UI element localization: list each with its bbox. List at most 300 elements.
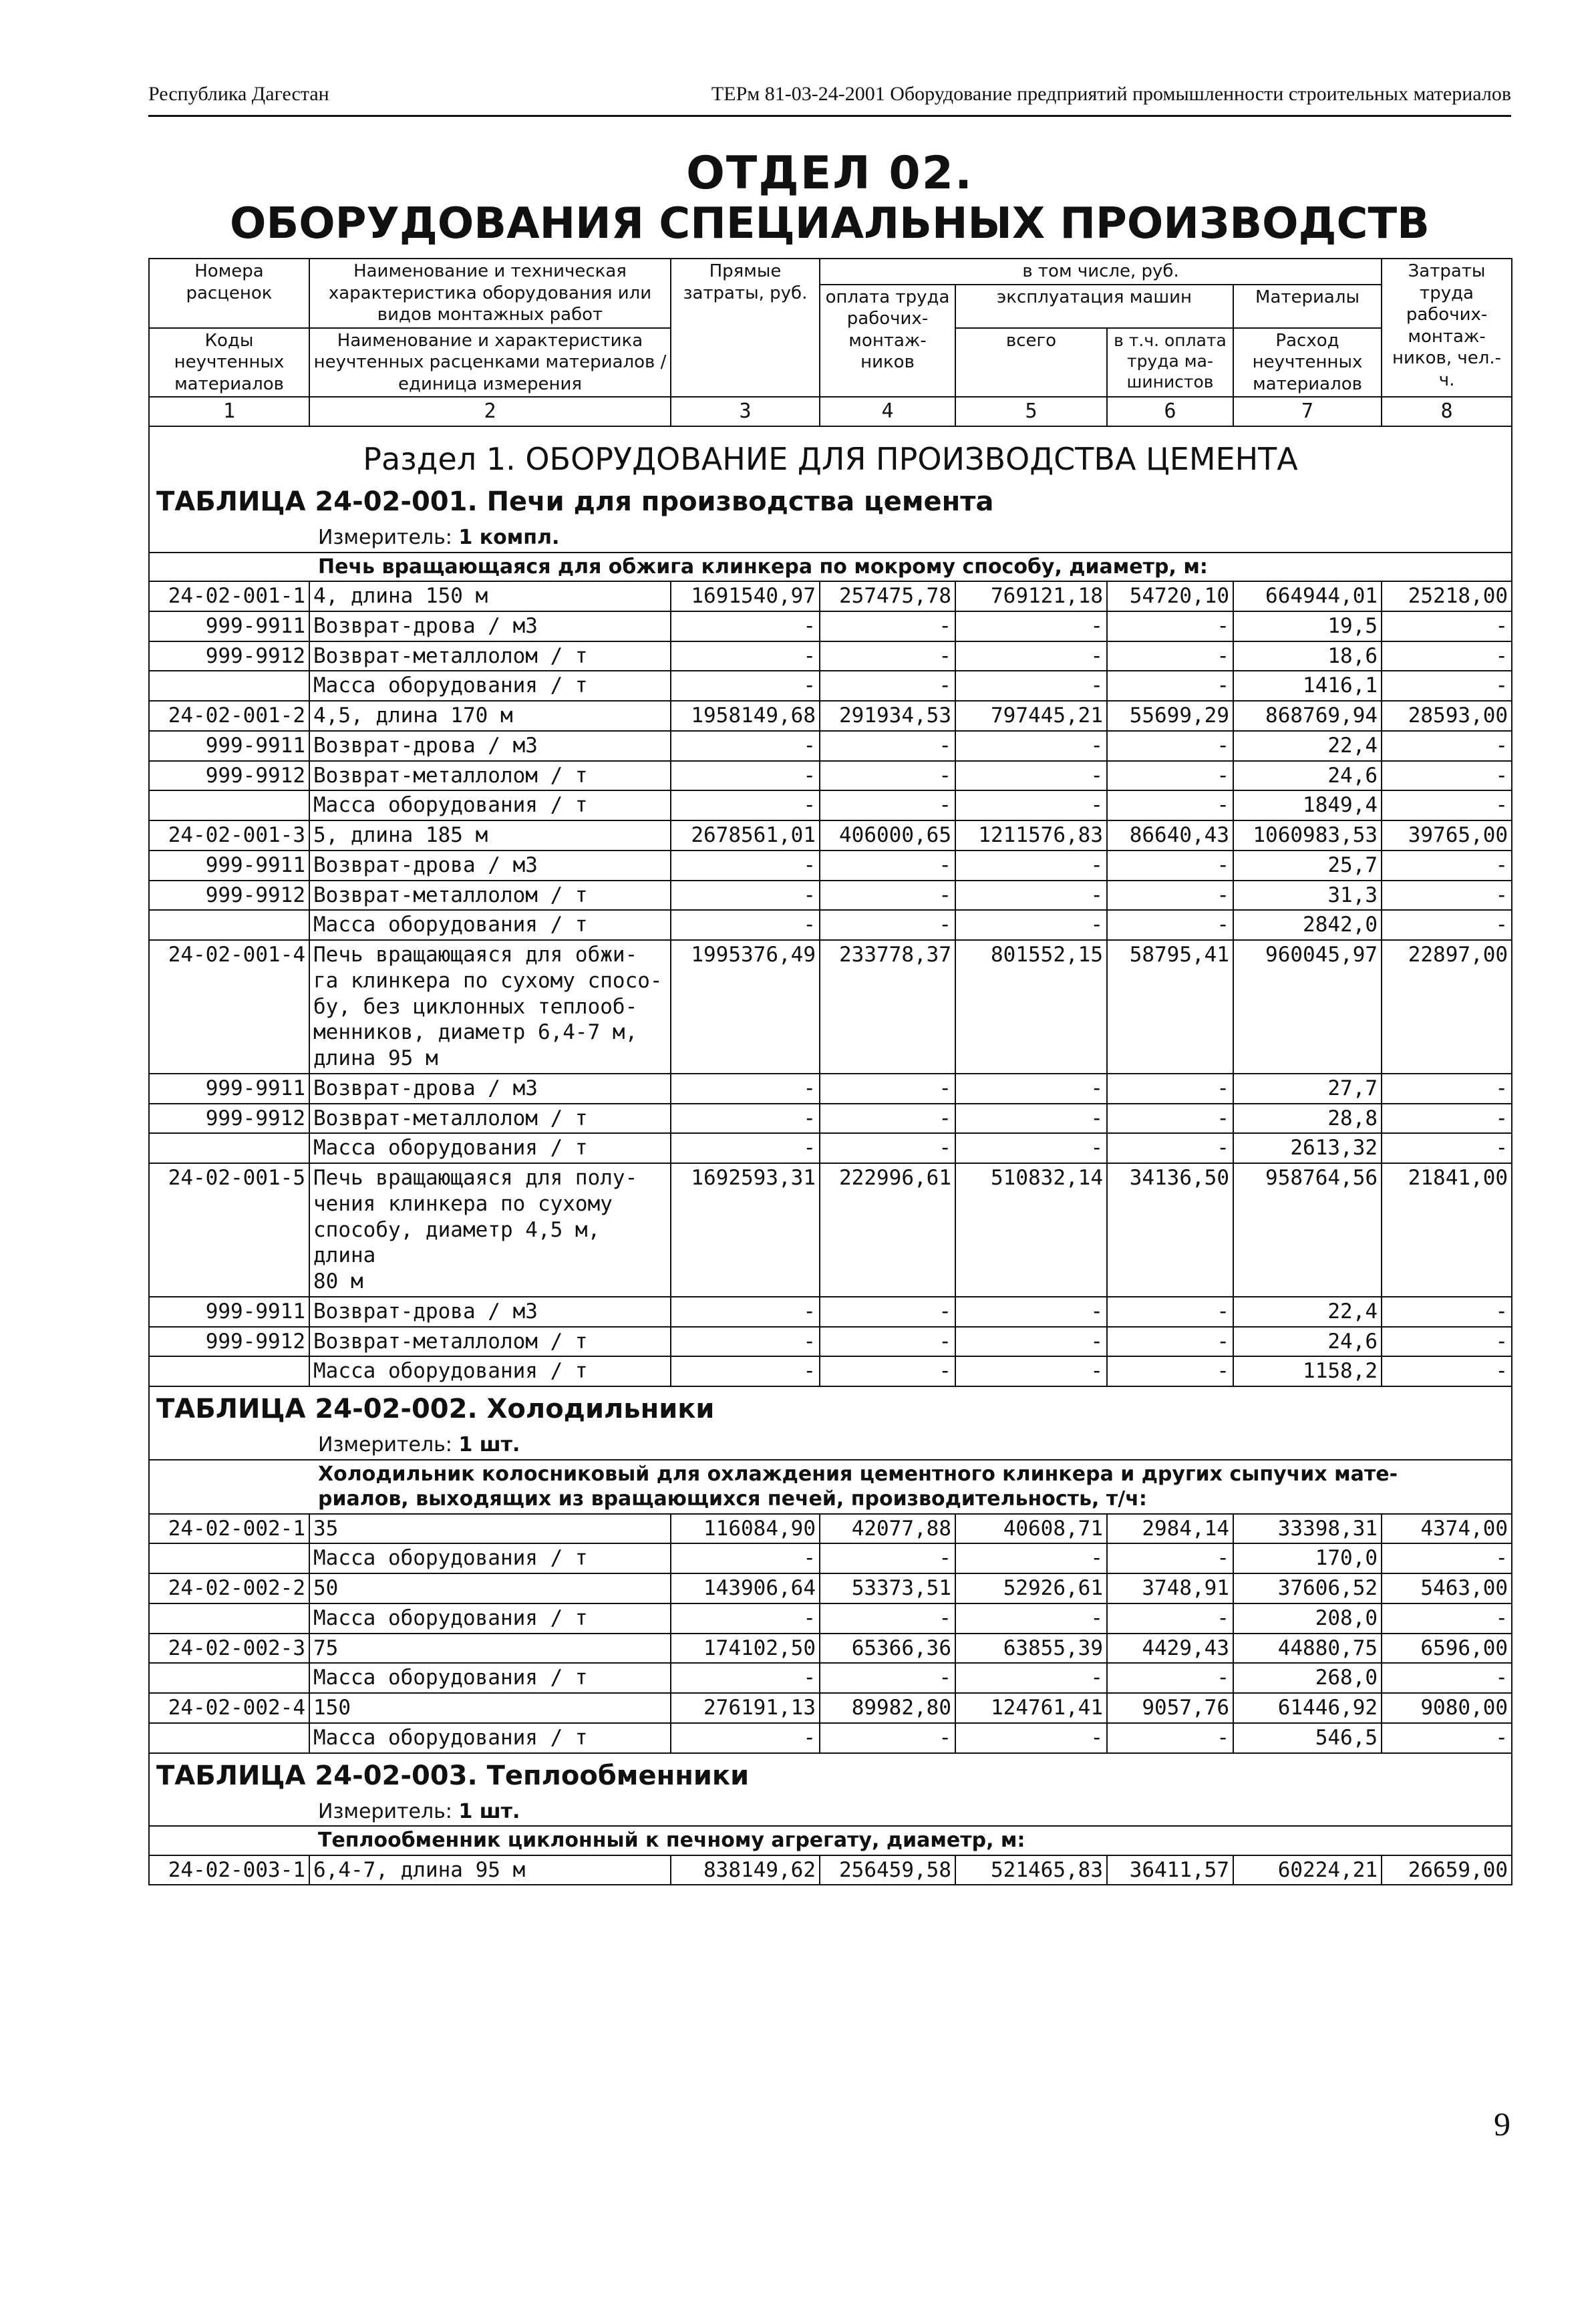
direct-cost: - — [671, 611, 820, 641]
machine-total: - — [955, 731, 1107, 761]
direct-cost: 1995376,49 — [671, 940, 820, 1074]
rate-code: 24-02-001-4 — [149, 940, 309, 1074]
materials-value: 24,6 — [1233, 761, 1382, 791]
machine-total: 124761,41 — [955, 1693, 1107, 1723]
materials-value: 28,8 — [1233, 1104, 1382, 1134]
table-row — [149, 1133, 1512, 1163]
table-title-row — [149, 1386, 1512, 1431]
machine-total: - — [955, 1104, 1107, 1134]
subhead-row — [149, 553, 1512, 582]
labor-hours: 26659,00 — [1382, 1855, 1512, 1885]
direct-cost: - — [671, 1133, 820, 1163]
subhead-row — [149, 1460, 1512, 1514]
col-number: 1 — [149, 397, 309, 426]
direct-cost: - — [671, 881, 820, 911]
col-number: 3 — [671, 397, 820, 426]
measure-cell — [149, 524, 1512, 553]
table-title: ТАБЛИЦА 24-02-002. Холодильники — [149, 1386, 1512, 1431]
direct-cost: - — [671, 910, 820, 940]
description: Масса оборудования / т — [309, 1663, 671, 1693]
description: Масса оборудования / т — [309, 671, 671, 701]
labor-pay: 42077,88 — [820, 1514, 955, 1544]
description: Масса оборудования / т — [309, 1603, 671, 1634]
machine-total: - — [955, 1074, 1107, 1104]
machine-total: - — [955, 881, 1107, 911]
table-row — [149, 671, 1512, 701]
description: Возврат-металлолом / т — [309, 1327, 671, 1357]
machinist-pay: - — [1107, 1723, 1233, 1753]
labor-hours: 22897,00 — [1382, 940, 1512, 1074]
column-number-row — [149, 397, 1512, 426]
labor-pay: - — [820, 1356, 955, 1386]
labor-pay: - — [820, 1104, 955, 1134]
rate-code: 999-9911 — [149, 1074, 309, 1104]
description: Возврат-дрова / м3 — [309, 1074, 671, 1104]
table-row — [149, 820, 1512, 851]
machinist-pay: - — [1107, 910, 1233, 940]
machinist-pay: - — [1107, 611, 1233, 641]
labor-pay: - — [820, 1327, 955, 1357]
table-row — [149, 1634, 1512, 1664]
table-row — [149, 1543, 1512, 1573]
labor-hours: 25218,00 — [1382, 581, 1512, 611]
direct-cost: - — [671, 1723, 820, 1753]
labor-hours: 6596,00 — [1382, 1634, 1512, 1664]
machine-total: - — [955, 910, 1107, 940]
labor-hours: 9080,00 — [1382, 1693, 1512, 1723]
description: Масса оборудования / т — [309, 910, 671, 940]
header-col8: Затраты труда рабочих-монтаж-ников, чел.-ч. — [1382, 259, 1512, 397]
materials-value: 25,7 — [1233, 851, 1382, 881]
header-materials: Материалы — [1233, 285, 1382, 328]
machine-total: 1211576,83 — [955, 820, 1107, 851]
machine-total: 52926,61 — [955, 1573, 1107, 1603]
rate-code: 999-9911 — [149, 731, 309, 761]
direct-cost: - — [671, 1297, 820, 1327]
labor-hours: - — [1382, 1133, 1512, 1163]
table-row — [149, 1327, 1512, 1357]
materials-value: 60224,21 — [1233, 1855, 1382, 1885]
labor-pay: 65366,36 — [820, 1634, 955, 1664]
description: Масса оборудования / т — [309, 790, 671, 820]
labor-hours: - — [1382, 1327, 1512, 1357]
direct-cost: - — [671, 641, 820, 671]
labor-hours: - — [1382, 1356, 1512, 1386]
table-subheading: Холодильник колосниковый для охлаждения цементного клинкера и других сыпучих мате- риалов, выходящих из вращающихся печей, производительность, т/ч: — [149, 1460, 1512, 1514]
machine-total: - — [955, 611, 1107, 641]
table-row — [149, 1693, 1512, 1723]
machinist-pay: 86640,43 — [1107, 820, 1233, 851]
table-title-row — [149, 1753, 1512, 1798]
rate-code: 999-9912 — [149, 1104, 309, 1134]
labor-pay: - — [820, 1074, 955, 1104]
rate-code: 999-9912 — [149, 1327, 309, 1357]
labor-pay: 256459,58 — [820, 1855, 955, 1885]
materials-value: 1416,1 — [1233, 671, 1382, 701]
labor-pay: - — [820, 671, 955, 701]
description: Печь вращающаяся для обжи- га клинкера по сухому спосо- бу, без циклонных теплооб- менников, диаметр 6,4-7 м, длина 95 м — [309, 940, 671, 1074]
machinist-pay: 55699,29 — [1107, 701, 1233, 731]
table-row — [149, 1855, 1512, 1885]
materials-value: 268,0 — [1233, 1663, 1382, 1693]
labor-hours: - — [1382, 910, 1512, 940]
materials-value: 31,3 — [1233, 881, 1382, 911]
machinist-pay: - — [1107, 1327, 1233, 1357]
table-row — [149, 641, 1512, 671]
machinist-pay: 36411,57 — [1107, 1855, 1233, 1885]
description: Масса оборудования / т — [309, 1356, 671, 1386]
labor-pay: - — [820, 851, 955, 881]
table-row — [149, 1104, 1512, 1134]
materials-value: 958764,56 — [1233, 1163, 1382, 1297]
direct-cost: - — [671, 1663, 820, 1693]
table-row — [149, 1573, 1512, 1603]
table-row — [149, 1297, 1512, 1327]
table-row — [149, 761, 1512, 791]
labor-pay: - — [820, 1723, 955, 1753]
labor-hours: 21841,00 — [1382, 1163, 1512, 1297]
machinist-pay: - — [1107, 1356, 1233, 1386]
table-row — [149, 1723, 1512, 1753]
labor-hours: - — [1382, 1074, 1512, 1104]
header-col1-top: Номера расценок — [149, 259, 309, 328]
table-title: ТАБЛИЦА 24-02-003. Теплообменники — [149, 1753, 1512, 1798]
rate-code: 999-9912 — [149, 761, 309, 791]
labor-pay: - — [820, 611, 955, 641]
header-group: в том числе, руб. — [820, 259, 1382, 285]
rate-code — [149, 1133, 309, 1163]
materials-value: 2613,32 — [1233, 1133, 1382, 1163]
machine-total: 797445,21 — [955, 701, 1107, 731]
header-document-title: ТЕРм 81-03-24-2001 Оборудование предприятий промышленности строительных материалов — [711, 83, 1511, 105]
rate-code: 999-9911 — [149, 611, 309, 641]
measure-label: Измеритель: — [318, 1433, 452, 1456]
machinist-pay: 4429,43 — [1107, 1634, 1233, 1664]
machine-total: - — [955, 1356, 1107, 1386]
labor-pay: - — [820, 1297, 955, 1327]
labor-pay: - — [820, 641, 955, 671]
table-title-row — [149, 480, 1512, 524]
labor-hours: - — [1382, 1663, 1512, 1693]
machine-total: 521465,83 — [955, 1855, 1107, 1885]
rate-code — [149, 910, 309, 940]
col-number: 4 — [820, 397, 955, 426]
table-row — [149, 1356, 1512, 1386]
direct-cost: - — [671, 1327, 820, 1357]
section-number: ОТДЕЛ 02. — [686, 147, 973, 200]
labor-pay: - — [820, 790, 955, 820]
description: Возврат-металлолом / т — [309, 761, 671, 791]
machine-total: 510832,14 — [955, 1163, 1107, 1297]
rate-code: 24-02-001-5 — [149, 1163, 309, 1297]
labor-hours: - — [1382, 881, 1512, 911]
machinist-pay: - — [1107, 790, 1233, 820]
labor-hours: - — [1382, 1297, 1512, 1327]
table-subheading: Теплообменник циклонный к печному агрегату, диаметр, м: — [149, 1826, 1512, 1855]
labor-hours: - — [1382, 731, 1512, 761]
rate-code — [149, 1603, 309, 1634]
machine-total: 769121,18 — [955, 581, 1107, 611]
labor-hours: - — [1382, 1543, 1512, 1573]
description: Масса оборудования / т — [309, 1133, 671, 1163]
materials-value: 1849,4 — [1233, 790, 1382, 820]
direct-cost: 1958149,68 — [671, 701, 820, 731]
machinist-pay: - — [1107, 671, 1233, 701]
materials-value: 24,6 — [1233, 1327, 1382, 1357]
direct-cost: - — [671, 731, 820, 761]
machine-total: - — [955, 1663, 1107, 1693]
measure-row — [149, 524, 1512, 553]
measure-value: 1 шт. — [458, 1433, 520, 1456]
machinist-pay: - — [1107, 1543, 1233, 1573]
labor-pay: - — [820, 910, 955, 940]
description: 50 — [309, 1573, 671, 1603]
rate-code — [149, 1356, 309, 1386]
table-row — [149, 851, 1512, 881]
labor-pay: - — [820, 731, 955, 761]
description: Возврат-дрова / м3 — [309, 731, 671, 761]
table-row — [149, 790, 1512, 820]
header-col4: оплата труда рабочих-монтаж-ников — [820, 285, 955, 398]
labor-hours: 4374,00 — [1382, 1514, 1512, 1544]
direct-cost: - — [671, 1104, 820, 1134]
materials-value: 22,4 — [1233, 731, 1382, 761]
machinist-pay: - — [1107, 731, 1233, 761]
machinist-pay: 3748,91 — [1107, 1573, 1233, 1603]
labor-pay: 222996,61 — [820, 1163, 955, 1297]
header-exploitation: эксплуатация машин — [955, 285, 1233, 328]
direct-cost: - — [671, 790, 820, 820]
machine-total: 801552,15 — [955, 940, 1107, 1074]
table-row — [149, 1514, 1512, 1544]
direct-cost: - — [671, 851, 820, 881]
machinist-pay: - — [1107, 881, 1233, 911]
machinist-pay: - — [1107, 1074, 1233, 1104]
labor-pay: - — [820, 1663, 955, 1693]
labor-hours: - — [1382, 1104, 1512, 1134]
rate-code — [149, 790, 309, 820]
header-col7: Расход неучтенных материалов — [1233, 328, 1382, 398]
materials-value: 868769,94 — [1233, 701, 1382, 731]
materials-value: 1060983,53 — [1233, 820, 1382, 851]
machinist-pay: 58795,41 — [1107, 940, 1233, 1074]
direct-cost: - — [671, 761, 820, 791]
description: 4,5, длина 170 м — [309, 701, 671, 731]
header-col6: в т.ч. оплата труда ма-шинистов — [1107, 328, 1233, 398]
machine-total: - — [955, 1603, 1107, 1634]
measure-cell — [149, 1798, 1512, 1827]
machine-total: - — [955, 1723, 1107, 1753]
machinist-pay: - — [1107, 1104, 1233, 1134]
direct-cost: 143906,64 — [671, 1573, 820, 1603]
rate-code: 24-02-001-2 — [149, 701, 309, 731]
table-row — [149, 581, 1512, 611]
direct-cost: 174102,50 — [671, 1634, 820, 1664]
rate-code: 24-02-002-1 — [149, 1514, 309, 1544]
machinist-pay: - — [1107, 1133, 1233, 1163]
section-heading: Раздел 1. ОБОРУДОВАНИЕ ДЛЯ ПРОИЗВОДСТВА ЦЕМЕНТА — [149, 426, 1512, 480]
materials-value: 44880,75 — [1233, 1634, 1382, 1664]
materials-value: 19,5 — [1233, 611, 1382, 641]
col-number: 6 — [1107, 397, 1233, 426]
labor-hours: - — [1382, 671, 1512, 701]
materials-value: 170,0 — [1233, 1543, 1382, 1573]
materials-value: 37606,52 — [1233, 1573, 1382, 1603]
subhead-row — [149, 1826, 1512, 1855]
materials-value: 546,5 — [1233, 1723, 1382, 1753]
labor-hours: 5463,00 — [1382, 1573, 1512, 1603]
labor-pay: 89982,80 — [820, 1693, 955, 1723]
machine-total: - — [955, 671, 1107, 701]
materials-value: 960045,97 — [1233, 940, 1382, 1074]
materials-value: 61446,92 — [1233, 1693, 1382, 1723]
description: Возврат-дрова / м3 — [309, 851, 671, 881]
description: Масса оборудования / т — [309, 1723, 671, 1753]
table-row — [149, 1074, 1512, 1104]
rate-code — [149, 1543, 309, 1573]
labor-hours: 39765,00 — [1382, 820, 1512, 851]
labor-pay: - — [820, 761, 955, 791]
machinist-pay: - — [1107, 761, 1233, 791]
table-row — [149, 910, 1512, 940]
table-row — [149, 1163, 1512, 1297]
header-region: Республика Дагестан — [148, 83, 329, 105]
rate-code: 24-02-002-3 — [149, 1634, 309, 1664]
measure-value: 1 компл. — [458, 526, 560, 549]
machine-total: 63855,39 — [955, 1634, 1107, 1664]
labor-hours: - — [1382, 1723, 1512, 1753]
rate-code: 999-9912 — [149, 641, 309, 671]
materials-value: 33398,31 — [1233, 1514, 1382, 1544]
page-number: 9 — [1494, 2105, 1510, 2143]
header-col5: всего — [955, 328, 1107, 398]
rate-code: 999-9911 — [149, 1297, 309, 1327]
rate-code: 24-02-003-1 — [149, 1855, 309, 1885]
machinist-pay: 34136,50 — [1107, 1163, 1233, 1297]
machinist-pay: - — [1107, 1663, 1233, 1693]
table-row — [149, 611, 1512, 641]
description: 35 — [309, 1514, 671, 1544]
machine-total: - — [955, 1133, 1107, 1163]
col-number: 8 — [1382, 397, 1512, 426]
table-row — [149, 881, 1512, 911]
direct-cost: 2678561,01 — [671, 820, 820, 851]
machine-total: - — [955, 1543, 1107, 1573]
direct-cost: 1691540,97 — [671, 581, 820, 611]
labor-hours: - — [1382, 851, 1512, 881]
machine-total: - — [955, 761, 1107, 791]
header-col3: Прямые затраты, руб. — [671, 259, 820, 397]
labor-pay: 53373,51 — [820, 1573, 955, 1603]
section-title: ОБОРУДОВАНИЯ СПЕЦИАЛЬНЫХ ПРОИЗВОДСТВ — [230, 199, 1430, 249]
materials-value: 208,0 — [1233, 1603, 1382, 1634]
direct-cost: - — [671, 1356, 820, 1386]
labor-pay: - — [820, 1603, 955, 1634]
description: Возврат-металлолом / т — [309, 1104, 671, 1134]
measure-value: 1 шт. — [458, 1799, 520, 1823]
direct-cost: - — [671, 1543, 820, 1573]
header-col2-bottom: Наименование и характеристика неучтенных расценками материалов / единица измерения — [309, 328, 671, 398]
rate-code — [149, 1663, 309, 1693]
running-header — [148, 75, 1511, 117]
rate-code: 999-9911 — [149, 851, 309, 881]
labor-pay: - — [820, 1133, 955, 1163]
labor-hours: - — [1382, 611, 1512, 641]
description: Возврат-металлолом / т — [309, 641, 671, 671]
machine-total: 40608,71 — [955, 1514, 1107, 1544]
labor-hours: - — [1382, 1603, 1512, 1634]
rate-code — [149, 671, 309, 701]
description: 4, длина 150 м — [309, 581, 671, 611]
rate-code: 999-9912 — [149, 881, 309, 911]
materials-value: 664944,01 — [1233, 581, 1382, 611]
table-row — [149, 940, 1512, 1074]
direct-cost: 116084,90 — [671, 1514, 820, 1544]
rate-code: 24-02-002-4 — [149, 1693, 309, 1723]
labor-pay: - — [820, 1543, 955, 1573]
header-col2-top: Наименование и техническая характеристика оборудования или видов монтажных работ — [309, 259, 671, 328]
table-row — [149, 1663, 1512, 1693]
machinist-pay: - — [1107, 641, 1233, 671]
col-number: 5 — [955, 397, 1107, 426]
materials-value: 22,4 — [1233, 1297, 1382, 1327]
description: 5, длина 185 м — [309, 820, 671, 851]
materials-value: 27,7 — [1233, 1074, 1382, 1104]
measure-row — [149, 1431, 1512, 1460]
machinist-pay: - — [1107, 851, 1233, 881]
direct-cost: 1692593,31 — [671, 1163, 820, 1297]
description: Печь вращающаяся для полу- чения клинкера по сухому способу, диаметр 4,5 м, длина 80 м — [309, 1163, 671, 1297]
materials-value: 1158,2 — [1233, 1356, 1382, 1386]
measure-label: Измеритель: — [318, 1799, 452, 1823]
labor-pay: 257475,78 — [820, 581, 955, 611]
direct-cost: - — [671, 671, 820, 701]
description: Возврат-металлолом / т — [309, 881, 671, 911]
header-col1-bottom: Коды неучтенных материалов — [149, 328, 309, 398]
description: 150 — [309, 1693, 671, 1723]
machine-total: - — [955, 790, 1107, 820]
labor-pay: 406000,65 — [820, 820, 955, 851]
materials-value: 18,6 — [1233, 641, 1382, 671]
measure-row — [149, 1798, 1512, 1827]
machine-total: - — [955, 851, 1107, 881]
machine-total: - — [955, 1327, 1107, 1357]
materials-value: 2842,0 — [1233, 910, 1382, 940]
labor-hours: - — [1382, 761, 1512, 791]
description: Возврат-дрова / м3 — [309, 611, 671, 641]
machinist-pay: 54720,10 — [1107, 581, 1233, 611]
machinist-pay: - — [1107, 1297, 1233, 1327]
labor-pay: 291934,53 — [820, 701, 955, 731]
rate-code: 24-02-001-3 — [149, 820, 309, 851]
table-row — [149, 731, 1512, 761]
table-row — [149, 1603, 1512, 1634]
direct-cost: 276191,13 — [671, 1693, 820, 1723]
header-row-top — [149, 259, 1512, 285]
measure-label: Измеритель: — [318, 526, 452, 549]
razdel-row — [149, 426, 1512, 480]
machine-total: - — [955, 1297, 1107, 1327]
machinist-pay: 9057,76 — [1107, 1693, 1233, 1723]
labor-pay: - — [820, 881, 955, 911]
description: Возврат-дрова / м3 — [309, 1297, 671, 1327]
table-title: ТАБЛИЦА 24-02-001. Печи для производства цемента — [149, 480, 1512, 524]
description: 6,4-7, длина 95 м — [309, 1855, 671, 1885]
labor-hours: - — [1382, 641, 1512, 671]
machinist-pay: - — [1107, 1603, 1233, 1634]
machinist-pay: 2984,14 — [1107, 1514, 1233, 1544]
rates-table — [148, 258, 1512, 1885]
